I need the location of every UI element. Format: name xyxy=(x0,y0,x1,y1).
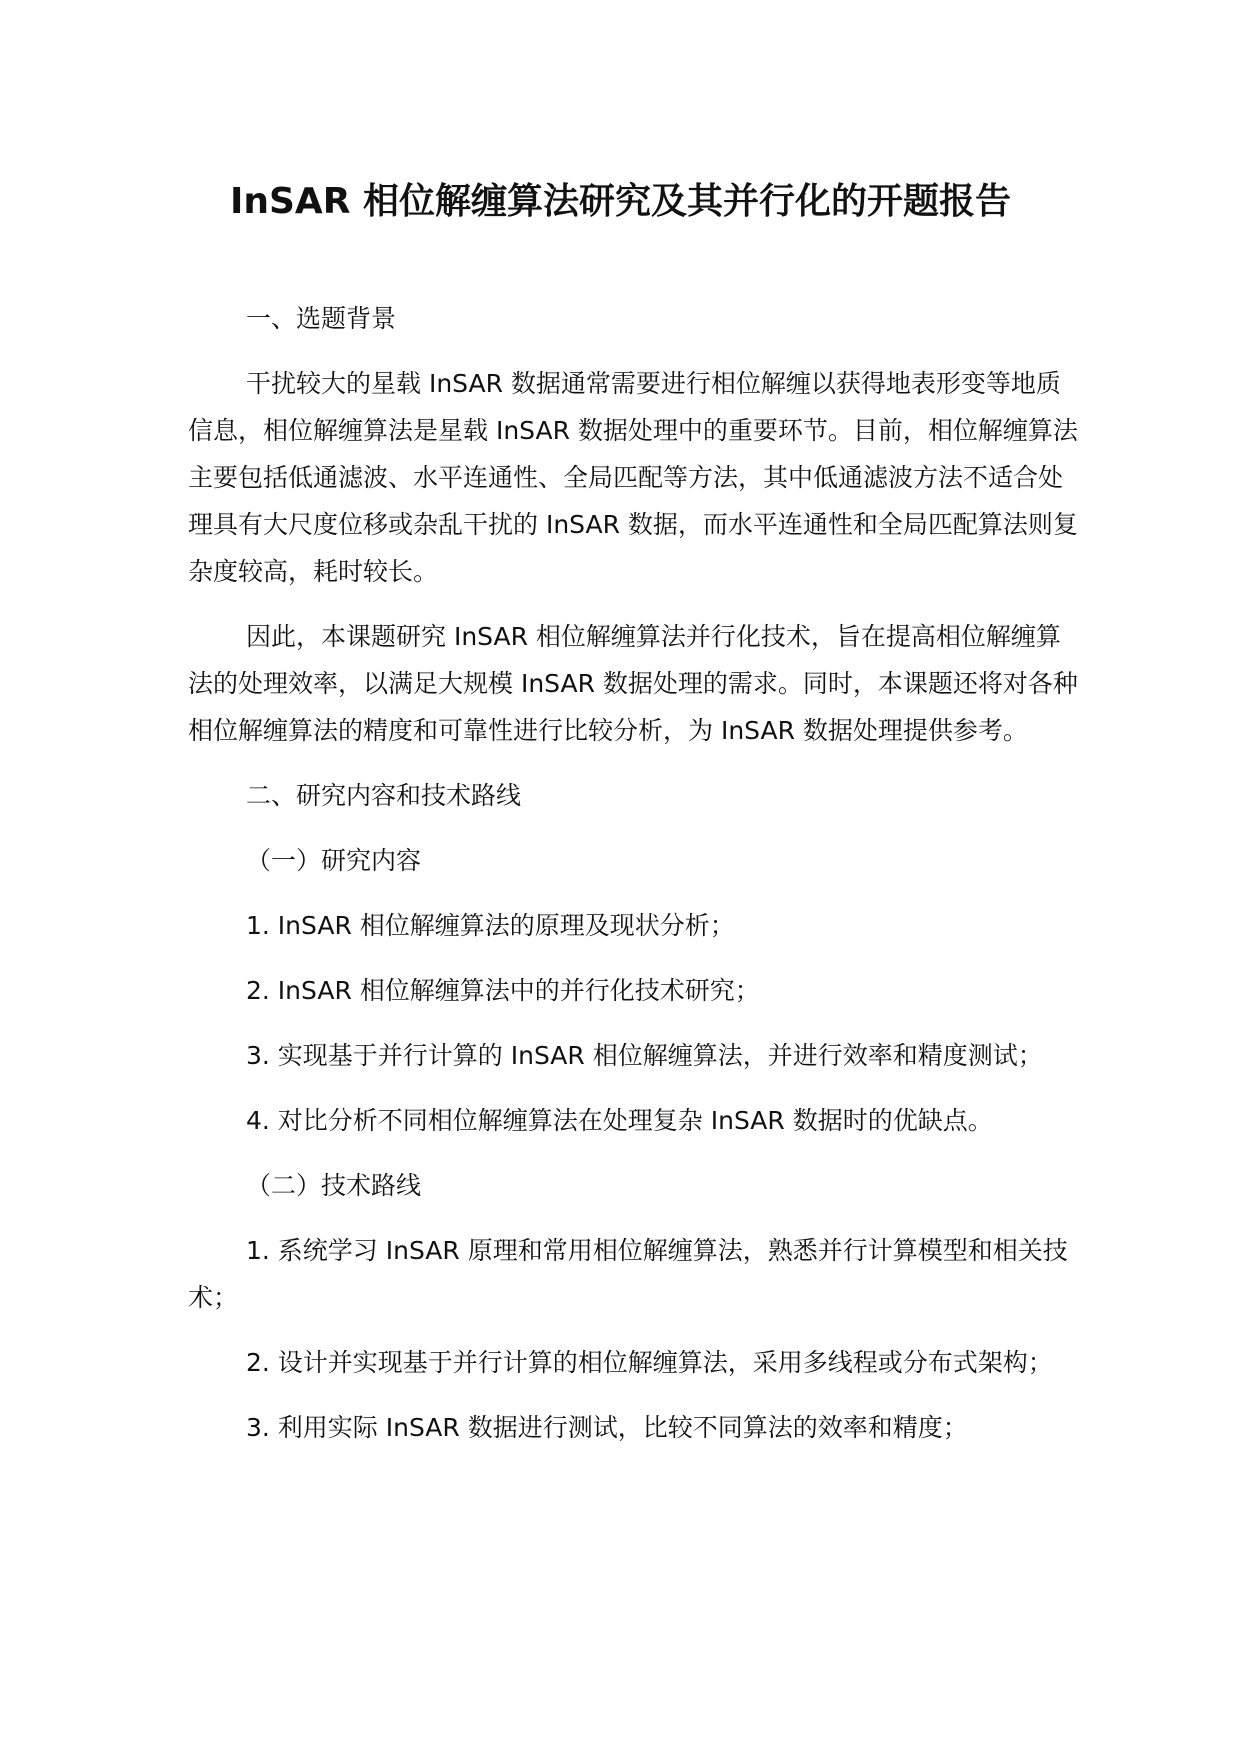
list-item-route-2: 2. 设计并实现基于并行计算的相位解缠算法，采用多线程或分布式架构； xyxy=(246,1348,1053,1377)
list-item-content-1: 1. InSAR 相位解缠算法的原理及现状分析； xyxy=(246,911,735,940)
list-item-content-4: 4. 对比分析不同相位解缠算法在处理复杂 InSAR 数据时的优缺点。 xyxy=(246,1106,993,1135)
list-item-content-2: 2. InSAR 相位解缠算法中的并行化技术研究； xyxy=(246,976,760,1005)
list-item-route-1: 1. 系统学习 InSAR 原理和常用相位解缠算法，熟悉并行计算模型和相关技术； xyxy=(188,1236,1068,1312)
paragraph-background-2: 因此，本课题研究 InSAR 相位解缠算法并行化技术，旨在提高相位解缠算法的处理效率，以满足大规模 InSAR 数据处理的需求。同时，本课题还将对各种相位解缠算法的精度和可靠性进行比较分析，为 InSAR 数据处理提供参考。 xyxy=(188,622,1078,745)
paragraph-background-1: 干扰较大的星载 InSAR 数据通常需要进行相位解缠以获得地表形变等地质信息，相位解缠算法是星载 InSAR 数据处理中的重要环节。目前，相位解缠算法主要包括低通滤波、水平连通性、全局匹配等方法，其中低通滤波方法不适合处理具有大尺度位移或杂乱干扰的 InSAR 数据，而水平连通性和全局匹配算法则复杂度较高，耗时较长。 xyxy=(188,369,1078,586)
list-item-route-3: 3. 利用实际 InSAR 数据进行测试，比较不同算法的效率和精度； xyxy=(246,1413,968,1442)
subheading-research-content: （一）研究内容 xyxy=(246,846,422,875)
document-title: InSAR 相位解缠算法研究及其并行化的开题报告 xyxy=(229,181,1012,222)
list-item-content-3: 3. 实现基于并行计算的 InSAR 相位解缠算法，并进行效率和精度测试； xyxy=(246,1041,1043,1070)
subheading-technical-route: （二）技术路线 xyxy=(246,1171,422,1200)
document-body xyxy=(188,295,1078,1469)
section-heading-research: 二、研究内容和技术路线 xyxy=(246,781,522,810)
section-heading-background: 一、选题背景 xyxy=(246,304,397,333)
